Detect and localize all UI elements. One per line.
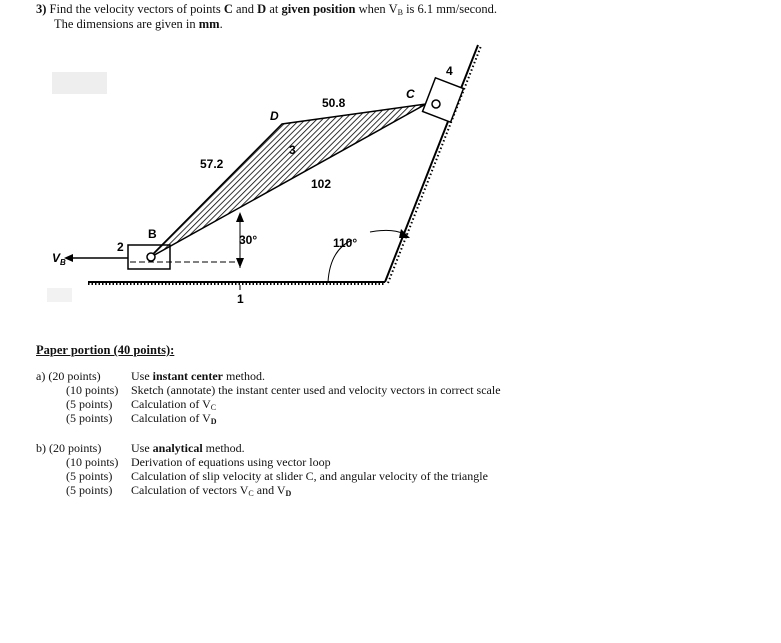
item-text: Calculation of $V_D$ — [131, 411, 217, 426]
label-point-b: B — [148, 227, 157, 241]
label-link-3: 3 — [289, 143, 296, 157]
point-d-ref: D — [257, 2, 267, 16]
dim-102: 102 — [311, 177, 332, 191]
part-b-item — [66, 469, 746, 483]
question-number: 3) — [36, 2, 47, 16]
angle-110: 110° — [333, 236, 358, 250]
item-text: Derivation of equations using vector loop — [131, 455, 331, 469]
dim-50-8: 50.8 — [322, 96, 346, 110]
slider-c — [423, 78, 464, 122]
label-point-c: C — [406, 87, 415, 101]
question-speed: is 6.1 mm/second. — [406, 2, 498, 16]
question-at: at — [269, 2, 279, 16]
item-points: (10 points) — [66, 383, 119, 397]
item-points: (5 points) — [66, 469, 113, 483]
pin-b — [147, 253, 155, 261]
question-line-2 — [54, 17, 223, 32]
vb-sub: B — [397, 8, 403, 17]
part-b-row — [36, 441, 736, 455]
item-text: Calculation of vectors $V_C$ and $V_D$ — [131, 483, 292, 498]
item-text: Sketch (annotate) the instant center used and velocity vectors in correct scale — [131, 383, 501, 397]
part-a-method: Use instant center method. — [131, 369, 265, 383]
item-text: Calculation of $V_C$ — [131, 397, 217, 412]
point-c-ref: C — [223, 2, 233, 16]
label-link-4: 4 — [446, 64, 453, 78]
part-b-item — [66, 455, 746, 469]
slider-b — [128, 245, 240, 269]
label-point-d: D — [270, 109, 279, 123]
item-points: (5 points) — [66, 483, 113, 497]
part-b-method: Use analytical method. — [131, 441, 245, 455]
vb-arrow — [64, 254, 128, 262]
question-when: when V — [358, 2, 398, 16]
unit-mm: mm — [198, 17, 220, 31]
question-period: . — [219, 17, 223, 31]
label-vb: $V_B$ — [52, 251, 66, 267]
item-points: (5 points) — [66, 411, 113, 425]
scan-smudge — [47, 72, 107, 302]
part-b-label: b) (20 points) — [36, 441, 102, 455]
mechanism-figure — [36, 40, 496, 320]
label-link-2: 2 — [117, 240, 124, 254]
question-and: and — [235, 2, 255, 16]
part-a-row — [36, 369, 736, 383]
given-position: given position — [281, 2, 356, 16]
pin-c — [432, 100, 440, 108]
label-link-1: 1 — [237, 292, 244, 306]
dimensions-text: The dimensions are given in — [54, 17, 196, 31]
part-a-item — [66, 411, 746, 425]
item-points: (10 points) — [66, 455, 119, 469]
triangle-link-3 — [149, 104, 426, 258]
item-points: (5 points) — [66, 397, 113, 411]
part-a-label: a) (20 points) — [36, 369, 101, 383]
part-a-item — [66, 397, 746, 411]
question-text: Find the velocity vectors of points — [49, 2, 221, 16]
dim-57-2: 57.2 — [200, 157, 224, 171]
item-text: Calculation of slip velocity at slider C, and angular velocity of the triangle — [131, 469, 488, 483]
paper-portion-heading: Paper portion (40 points): — [36, 343, 175, 357]
angle-30: 30° — [239, 233, 258, 247]
part-b-item — [66, 483, 746, 497]
part-a-item — [66, 383, 746, 397]
